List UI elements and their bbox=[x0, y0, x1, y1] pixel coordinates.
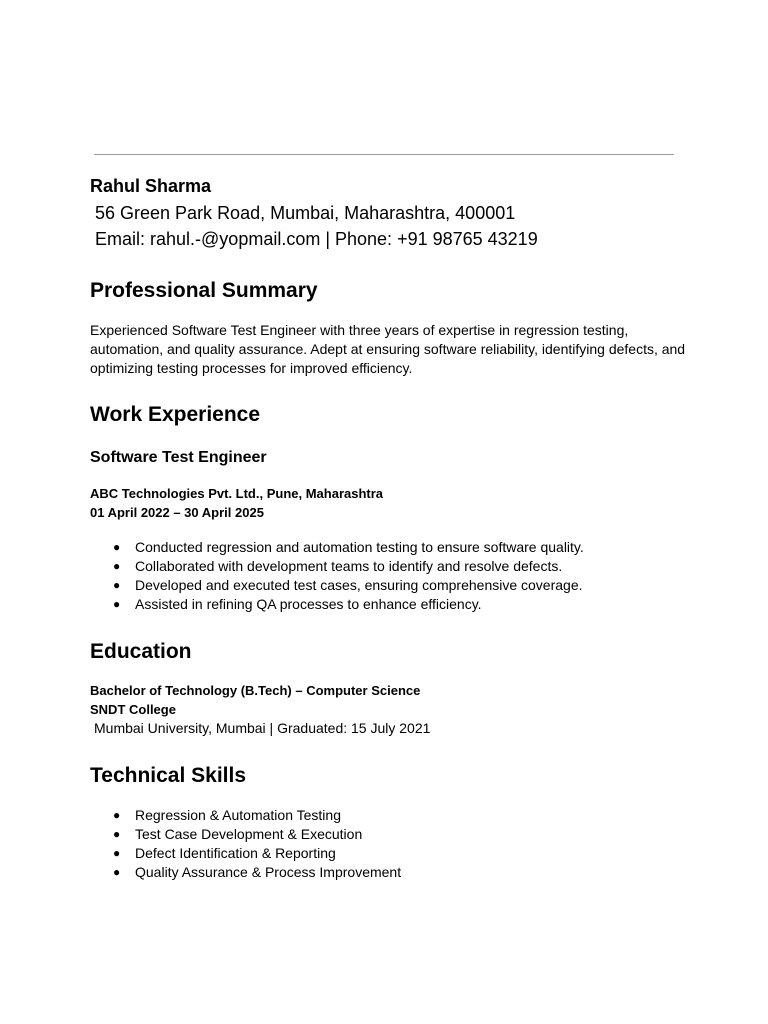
company-name: ABC Technologies Pvt. Ltd., Pune, Maharashtra bbox=[90, 486, 384, 501]
bullet-icon: ● bbox=[113, 597, 121, 611]
header-divider bbox=[94, 154, 674, 155]
skills-bullet-list bbox=[0, 806, 401, 882]
bullet-icon: ● bbox=[113, 540, 121, 554]
list-item: ● Assisted in refining QA processes to enhance efficiency. bbox=[113, 596, 482, 612]
bullet-icon: ● bbox=[113, 846, 121, 860]
bullet-icon: ● bbox=[113, 578, 121, 592]
education-details: Mumbai University, Mumbai | Graduated: 15 July 2021 bbox=[94, 720, 431, 736]
experience-bullet-list bbox=[0, 538, 584, 614]
list-item: ● Quality Assurance & Process Improvement bbox=[113, 864, 402, 880]
degree-name: Bachelor of Technology (B.Tech) – Computer Science bbox=[90, 683, 421, 698]
experience-heading: Work Experience bbox=[90, 403, 261, 426]
college-name: SNDT College bbox=[90, 702, 176, 717]
summary-heading: Professional Summary bbox=[90, 279, 318, 302]
job-title: Software Test Engineer bbox=[90, 449, 267, 466]
employment-dates: 01 April 2022 – 30 April 2025 bbox=[90, 505, 264, 520]
candidate-name: Rahul Sharma bbox=[90, 176, 212, 196]
candidate-contact-line: Email: rahul.-@yopmail.com | Phone: +91 98765 43219 bbox=[95, 229, 538, 249]
list-item: ● Regression & Automation Testing bbox=[113, 807, 341, 823]
list-item: ● Developed and executed test cases, ensuring comprehensive coverage. bbox=[113, 577, 583, 593]
bullet-icon: ● bbox=[113, 827, 121, 841]
summary-text: Experienced Software Test Engineer with three years of expertise in regression testing, automation, and quality assurance. Adept at ensuring software reliability, identifying defects, and optimizing testing processes for improved efficiency. bbox=[90, 322, 686, 376]
list-item: ● Test Case Development & Execution bbox=[113, 826, 363, 842]
candidate-address: 56 Green Park Road, Mumbai, Maharashtra, 400001 bbox=[95, 203, 516, 223]
bullet-icon: ● bbox=[113, 559, 121, 573]
skills-heading: Technical Skills bbox=[90, 764, 247, 787]
bullet-icon: ● bbox=[113, 865, 121, 879]
list-item: ● Collaborated with development teams to identify and resolve defects. bbox=[113, 558, 563, 574]
list-item: ● Defect Identification & Reporting bbox=[113, 845, 336, 861]
bullet-icon: ● bbox=[113, 808, 121, 822]
list-item: ● Conducted regression and automation testing to ensure software quality. bbox=[113, 539, 584, 555]
education-heading: Education bbox=[90, 640, 192, 663]
